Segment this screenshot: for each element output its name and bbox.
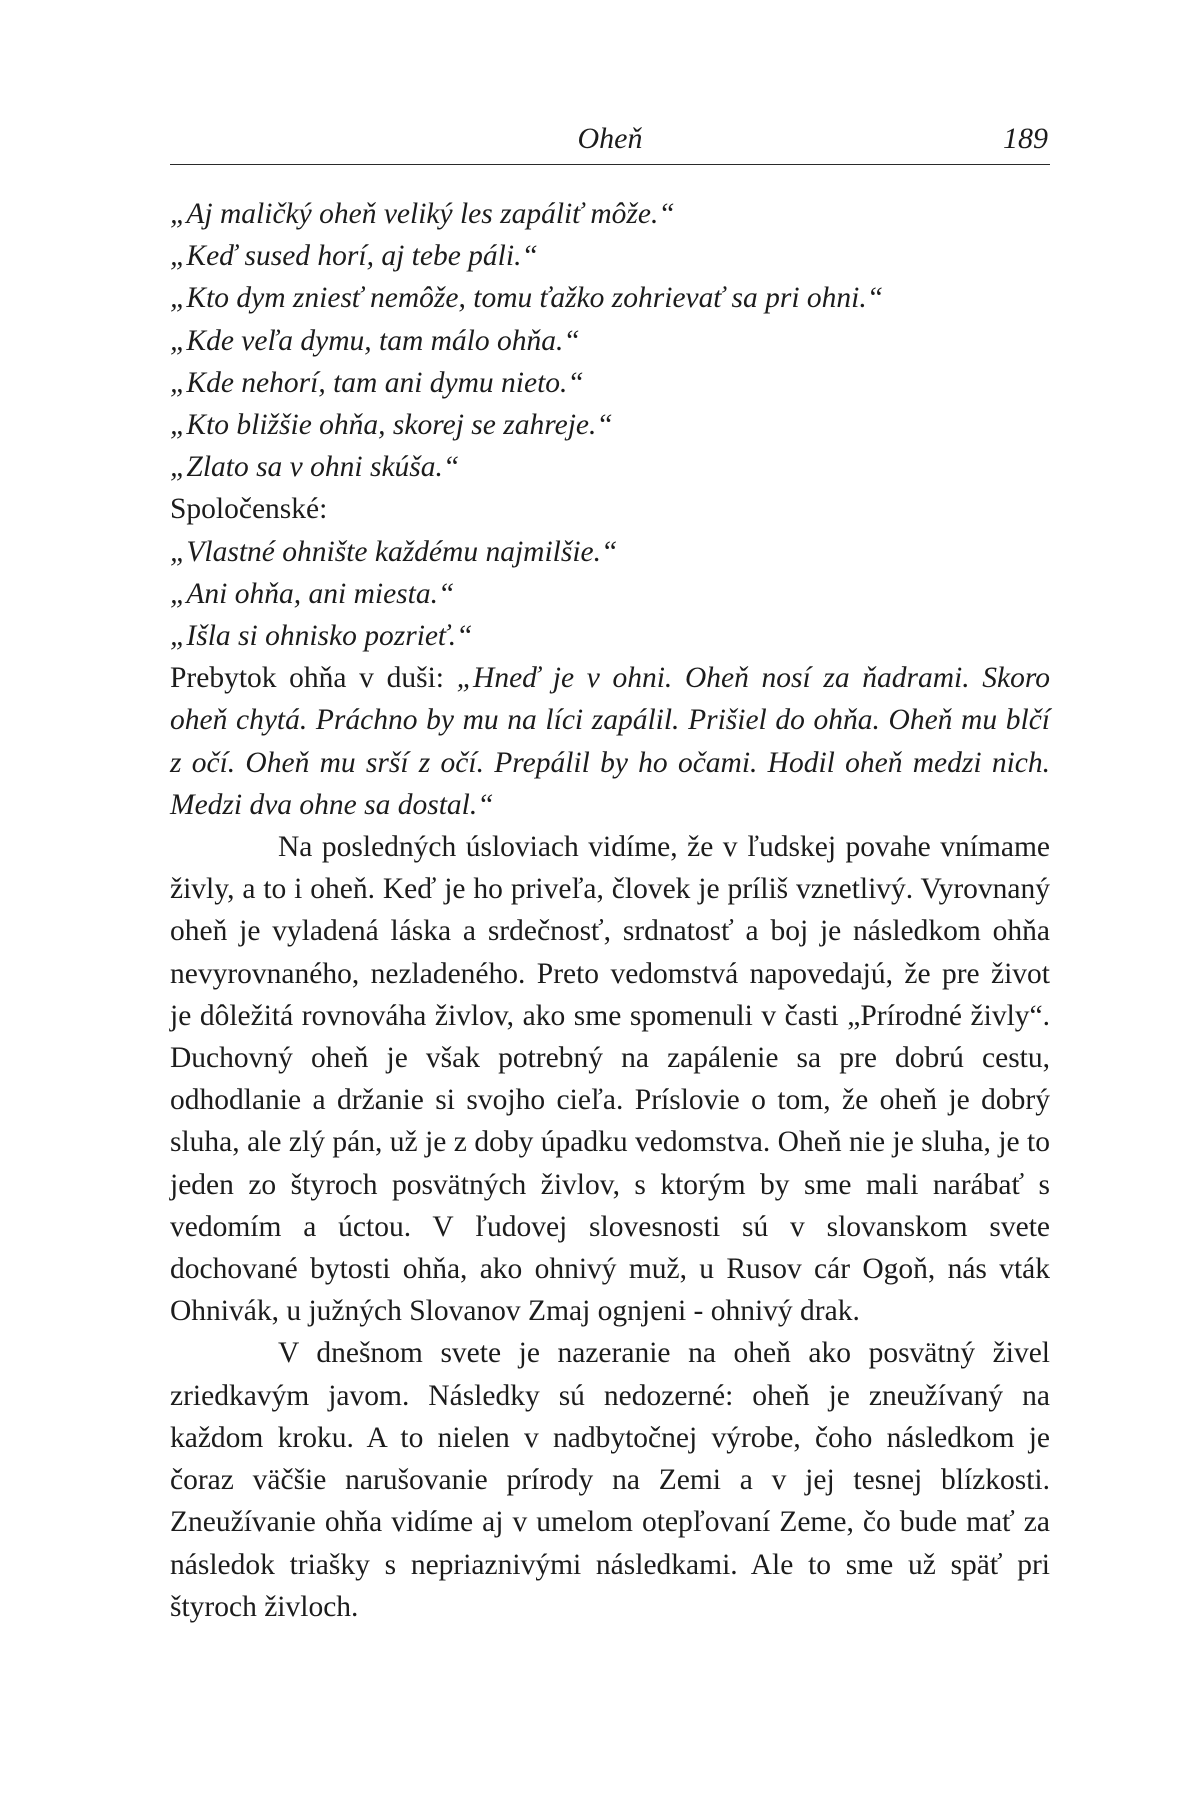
proverb-line: „Vlastné ohnište každému najmilšie.“	[170, 535, 618, 568]
surplus-quotes: „Hneď je v ohni. Oheň nosí za ňadrami. Skoro oheň chytá. Práchno by mu na líci zapálil. Prišiel do ohňa. Oheň mu blčí z očí. Oheň mu srší z očí. Prepálil by ho očami. Hodil oheň medzi nich. Medzi dva ohne sa dostal.“	[170, 662, 1050, 821]
surplus-lead: Prebytok ohňa v duši:	[170, 662, 457, 695]
nature-proverbs	[170, 193, 1050, 488]
social-proverbs	[170, 531, 1050, 658]
body-paragraph: V dnešnom svete je nazeranie na oheň ako posvätný živel zriedkavým javom. Následky sú nedozerné: oheň je zneužívaný na každom kroku. A to nielen v nadbytočnej výrobe, čoho následkom je čoraz väčšie narušovanie prírody na Zemi a v jej tesnej blízkosti. Zneužívanie ohňa vidíme aj v umelom otepľovaní Zeme, čo bude mať za následok triašky s nepriaznivými následkami. Ale to sme už späť pri štyroch živloch.	[170, 1337, 1050, 1623]
page-header	[170, 108, 1050, 155]
proverb-line: „Išla si ohnisko pozrieť.“	[170, 620, 473, 653]
social-heading: Spoločenské:	[170, 493, 328, 526]
proverb-line: „Kto dym zniesť nemôže, tomu ťažko zohrievať sa pri ohni.“	[170, 282, 884, 315]
proverb-line: „Aj maličký oheň veliký les zapáliť môže.“	[170, 198, 675, 230]
proverb-line: „Kto bližšie ohňa, skorej se zahreje.“	[170, 409, 613, 442]
book-page	[170, 108, 1050, 1628]
proverb-line: „Zlato sa v ohni skúša.“	[170, 451, 460, 484]
proverb-line: „Keď sused horí, aj tebe páli.“	[170, 240, 538, 273]
body-paragraph: Na posledných úsloviach vidíme, že v ľudskej povahe vnímame živly, a to i oheň. Keď je ho priveľa, človek je príliš vznetlivý. Vyrovnaný oheň je vyladená láska a srdečnosť, srdnatosť a boj je následkom ohňa nevyrovnaného, nezladeného. Preto vedomstvá napovedajú, že pre život je dôležitá rovnováha živlov, ako sme spomenuli v časti „Prírodné živly“. Duchovný oheň je však potrebný na zapálenie sa pre dobrú cestu, odhodlanie a držanie si svojho cieľa. Príslovie o tom, že oheň je dobrý sluha, ale zlý pán, už je z doby úpadku vedomstva. Oheň nie je sluha, je to jeden zo štyroch posvätných živlov, s ktorým by sme mali narábať s vedomím a úctou. V ľudovej slovesnosti sú v slovanskom svete dochované bytosti ohňa, ako ohnivý muž, u Rusov cár Ogoň, nás vták Ohnivák, u južných Slovanov Zmaj ognjeni - ohnivý drak.	[170, 831, 1050, 1328]
surplus-paragraph	[170, 657, 1050, 826]
proverb-line: „Kde veľa dymu, tam málo ohňa.“	[170, 324, 580, 357]
header-rule	[170, 164, 1050, 165]
proverb-line: „Kde nehorí, tam ani dymu nieto.“	[170, 366, 584, 399]
running-title: Oheň	[577, 122, 643, 155]
page-number: 189	[1003, 122, 1048, 155]
proverb-line: „Ani ohňa, ani miesta.“	[170, 577, 455, 610]
